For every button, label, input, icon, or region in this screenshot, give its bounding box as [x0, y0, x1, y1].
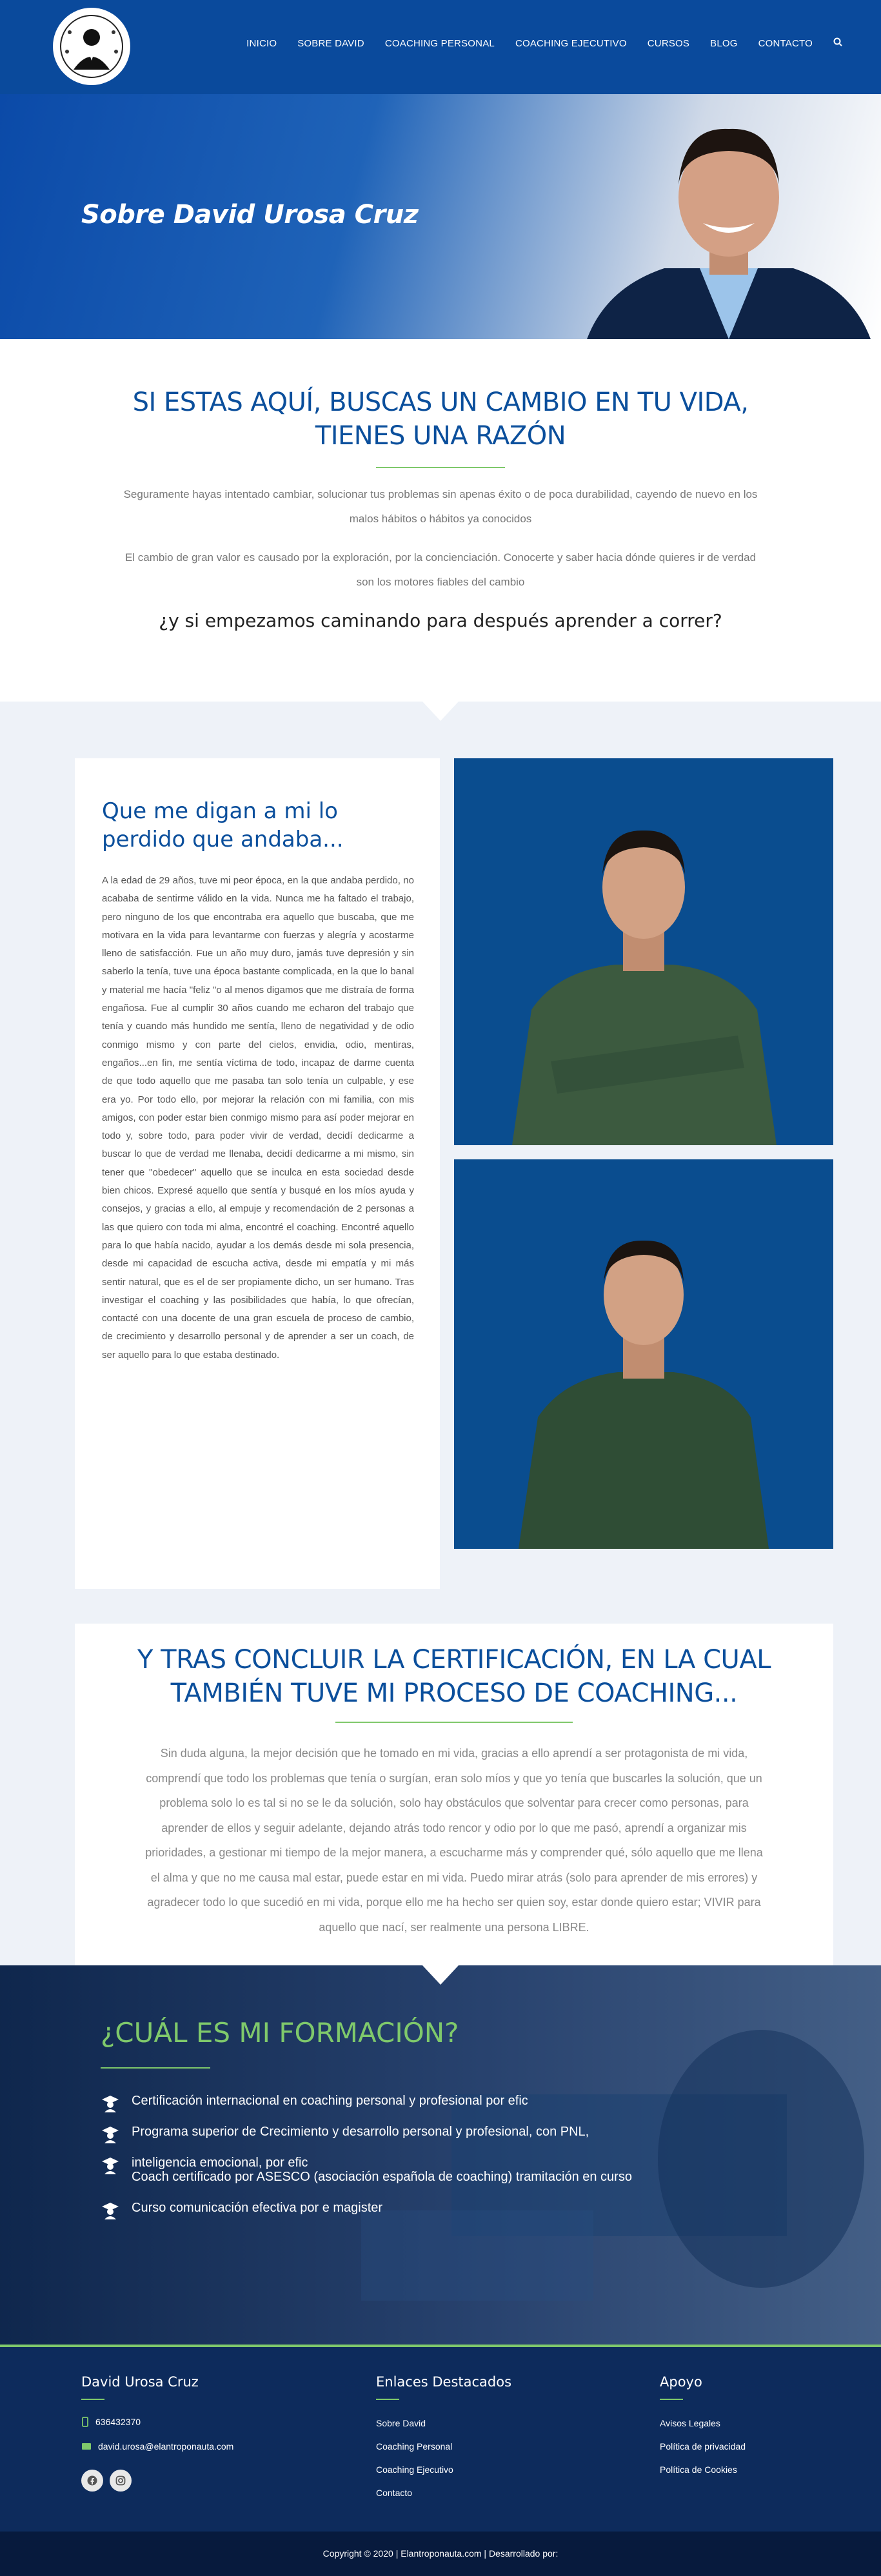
instagram-button[interactable]	[110, 2470, 132, 2492]
main-nav	[226, 37, 842, 50]
formation-list	[101, 2088, 632, 2226]
intro-question: ¿y si empezamos caminando para después aprender a correr?	[159, 610, 722, 631]
footer-links-title: Enlaces Destacados	[376, 2374, 512, 2390]
intro-paragraph-1: Seguramente hayas intentado cambiar, solucionar tus problemas sin apenas éxito o de poca durabilidad, cayendo de nuevo en los malos hábitos o hábitos ya conocidos	[123, 488, 758, 525]
footer-email[interactable]	[81, 2441, 233, 2452]
portrait-photo-2	[454, 1159, 833, 1549]
list-item	[101, 2119, 632, 2150]
footer-link-coaching-ejecutivo[interactable]: Coaching Ejecutivo	[376, 2464, 453, 2475]
footer-link-privacidad[interactable]: Política de privacidad	[660, 2441, 746, 2452]
certification-heading: Y TRAS CONCLUIR LA CERTIFICACIÓN, EN LA CUAL TAMBIÉN TUVE MI PROCESO DE COACHING...	[137, 1645, 771, 1708]
certification-body: Sin duda alguna, la mejor decisión que he tomado en mi vida, gracias a ello aprendí a ser protagonista de mi vida, comprendí que todo los problemas que tenía o surgían, eran solo míos y que yo tenía que buscarles la solución, que un problema solo lo es tal si no se le da solución, solo hay obstáculos que solventar para crecer como personas, para aprender de ellos y seguir adelante, dejando atrás todo rencor y odio por lo que me pasó, aprendí a organizar mis prioridades, a gestionar mi tiempo de la mejor manera, a escucharme más y comprender qué, sólo aquello que me llena el alma y que no me causa mal estar, puede estar en mi vida. Puedo mirar atrás (solo para aprender de mis errores) y agradecer todo lo que sucedió en mi vida, porque ello me ha hecho ser quien soy, estar donde quiero estar; VIVIR para aquello que nací, ser realmente una persona LIBRE.	[145, 1747, 763, 1934]
phone-icon	[81, 2417, 89, 2427]
nav-cursos[interactable]: CURSOS	[647, 38, 690, 49]
facebook-button[interactable]	[81, 2470, 103, 2492]
divider	[660, 2399, 683, 2400]
facebook-icon	[87, 2475, 97, 2486]
divider	[376, 467, 505, 468]
divider	[81, 2399, 104, 2400]
footer-link-avisos-legales[interactable]: Avisos Legales	[660, 2418, 720, 2428]
instagram-icon	[115, 2475, 126, 2486]
site-header	[0, 0, 881, 94]
copyright-bar: Copyright © 2020 | Elantroponauta.com | Desarrollado por:	[0, 2532, 881, 2576]
search-icon[interactable]	[833, 37, 842, 50]
portrait-photo-1	[454, 758, 833, 1145]
footer-link-sobre-david[interactable]: Sobre David	[376, 2418, 426, 2428]
nav-coaching-ejecutivo[interactable]: COACHING EJECUTIVO	[515, 38, 627, 49]
nav-inicio[interactable]: INICIO	[246, 38, 277, 49]
footer-link-cookies[interactable]: Política de Cookies	[660, 2464, 737, 2475]
email-address: david.urosa@elantroponauta.com	[98, 2441, 234, 2452]
footer-support-title: Apoyo	[660, 2374, 702, 2390]
graduate-icon	[101, 2093, 120, 2112]
story-card	[75, 758, 440, 1589]
formation-item-text: Curso comunicación efectiva por e magister	[132, 2201, 383, 2215]
certification-card	[75, 1624, 833, 1968]
footer-phone[interactable]	[81, 2417, 141, 2427]
divider	[335, 1722, 573, 1723]
intro-paragraph-2: El cambio de gran valor es causado por la exploración, por la concienciación. Conocerte y saber hacia dónde quieres ir de verdad son los motores fiables del cambio	[124, 551, 757, 588]
story-body: A la edad de 29 años, tuve mi peor época, en la que andaba perdido, no acababa de sentirme válido en la vida. Nunca me ha faltado el trabajo, pero ninguno de los que encontraba era aquello que buscaba, que me motivara en la vida para levantarme con fuerzas y alegría y acostarme lleno de satisfacción. Fue un año muy duro, jamás tuve depresión y sin saberlo la tenía, tuve una época bastante complicada, en la que lo banal y material me hacía "feliz "o al menos digamos que me distraía de forma engañosa. Fue al cumplir 30 años cuando me echaron del trabajo que tenía y cuando más hundido me sentía, lleno de negatividad y de odio conmigo mismo y con parte del cielos, envidia, odio, mentiras, engaños...en fin, me sentía víctima de todo, incapaz de darme cuenta de que todo aquello que me pasaba tan solo tenía un culpable, y ese era yo. Por todo ello, por mejorar la relación con mi familia, con mis amigos, con poder estar bien conmigo mismo para así poder mejorar en todo y, sobre todo, para poder vivir de verdad, decidí dedicarme a buscar lo que de verdad me llenaba, decidí dedicarme a mi mismo, sin tener que "obedecer" aquello que se inculca en esta sociedad desde bien chicos. Expresé aquello que sentía y busqué en los míos ayuda y consejos, y gracias a ello, al empuje y recomendación de 2 personas a las que quiero con toda mi alma, encontré el coaching. Encontré aquello para lo que había nacido, ayudar a los demás desde mi sola presencia, desde mi capacidad de escucha activa, desde mi empatía y mi más sentir natural, que es el de ser propiamente dicho, un ser humano. Tras investigar el coaching y las posibilidades que había, lo que ofrecían, contacté con una docente de una gran escuela de proceso de cambio, de crecimiento y desarrollo personal y de aprender a ser un coach, de ser aquello para lo que estaba destinado.	[102, 875, 414, 1361]
list-item	[101, 2164, 632, 2195]
email-icon	[81, 2442, 92, 2451]
graduate-icon	[101, 2200, 120, 2219]
hero-title: Sobre David Urosa Cruz	[81, 200, 419, 230]
hero-portrait-image	[587, 94, 871, 339]
footer-link-contacto[interactable]: Contacto	[376, 2488, 413, 2498]
list-item	[101, 2088, 632, 2119]
phone-number: 636432370	[95, 2417, 141, 2427]
formation-item-text: Coach certificado por ASESCO (asociación española de coaching) tramitación en curso	[132, 2170, 632, 2184]
site-logo[interactable]	[53, 8, 130, 85]
nav-contacto[interactable]: CONTACTO	[758, 38, 813, 49]
footer-link-coaching-personal[interactable]: Coaching Personal	[376, 2441, 453, 2452]
nav-sobre-david[interactable]: SOBRE DAVID	[297, 38, 364, 49]
formation-section	[0, 1965, 881, 2345]
intro-section	[0, 339, 881, 702]
formation-item-text: inteligencia emocional, por efic	[132, 2156, 308, 2170]
divider	[376, 2399, 399, 2400]
list-item	[101, 2195, 632, 2226]
intro-heading: SI ESTAS AQUÍ, BUSCAS UN CAMBIO EN TU VIDA, TIENES UNA RAZÓN	[132, 388, 749, 451]
graduate-icon	[101, 2124, 120, 2143]
site-footer	[0, 2345, 881, 2532]
hero-banner	[0, 94, 881, 339]
formation-item-text: Certificación internacional en coaching personal y profesional por efic	[132, 2094, 528, 2108]
divider	[101, 2067, 210, 2069]
story-heading: Que me digan a mi lo perdido que andaba...	[102, 798, 344, 852]
section-notch	[422, 1965, 459, 1985]
nav-blog[interactable]: BLOG	[710, 38, 738, 49]
logo-figure-icon	[58, 13, 125, 80]
formation-item-text: Programa superior de Crecimiento y desarrollo personal y profesional, con PNL,	[132, 2125, 589, 2139]
nav-coaching-personal[interactable]: COACHING PERSONAL	[384, 38, 495, 49]
formation-heading: ¿CUÁL ES MI FORMACIÓN?	[101, 2017, 459, 2049]
footer-brand-title: David Urosa Cruz	[81, 2374, 199, 2390]
section-notch	[422, 702, 459, 721]
list-item	[101, 2150, 632, 2170]
